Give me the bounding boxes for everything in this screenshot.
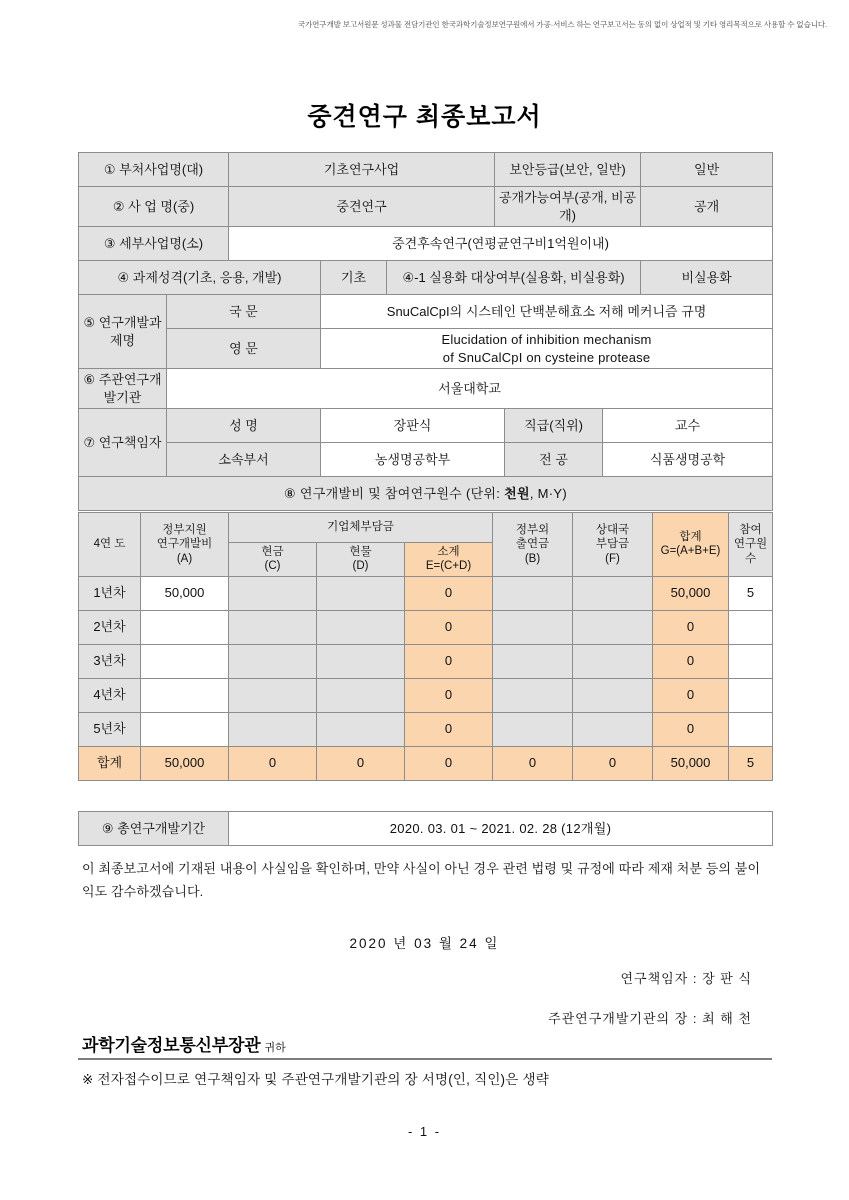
budget-total-label: 합계 [79,746,141,780]
label-host-institution: ⑥ 주관연구개발기관 [79,369,167,409]
budget-col-nongov [493,513,573,577]
budget-gov-value [141,712,229,746]
value-total-period: 2020. 03. 01 ~ 2021. 02. 28 (12개월) [229,812,773,846]
subtotal-l1: 소계 [437,546,460,558]
budget-col-total [653,513,729,577]
value-pi-name: 장판식 [321,409,505,443]
nongov-l3: (B) [524,552,541,565]
value-sub-program: 중견후속연구(연평균연구비1억원이내) [229,227,773,261]
period-table [78,811,773,846]
addressee-name: 과학기술정보통신부장관 [82,1036,261,1055]
label-program-name: ② 사 업 명(중) [79,187,229,227]
budget-researchers-value [729,644,773,678]
page-number: - 1 - [407,1124,442,1139]
budget-subtotal-value: 0 [405,678,493,712]
budget-nongov-value [493,644,573,678]
table-row-period [79,812,773,846]
label-principal-investigator: ⑦ 연구책임자 [79,409,167,477]
label-pi-department: 소속부서 [167,443,321,477]
value-pi-rank: 교수 [603,409,773,443]
budget-total-value: 0 [653,712,729,746]
value-pi-major: 식품생명공학 [603,443,773,477]
table-row-pi-name [79,409,773,443]
label-security-grade: 보안등급(보안, 일반) [495,153,641,187]
budget-title-prefix: ⑧ 연구개발비 및 참여연구원수 (단위: [284,486,505,501]
budget-gov-value [141,644,229,678]
budget-partner-value [573,576,653,610]
inkind-l2: (D) [352,560,369,573]
table-row-ministry-program [79,153,773,187]
table-row-program-name [79,187,773,227]
value-ministry-program: 기초연구사업 [229,153,495,187]
table-row [79,610,773,644]
nongov-l2: 출연금 [515,538,550,551]
gov-support-l2: 연구개발비 [156,538,213,551]
value-disclosure: 공개 [641,187,773,227]
partner-l1: 상대국 [595,523,630,536]
budget-inkind-value [317,678,405,712]
budget-total-total: 50,000 [653,746,729,780]
cash-l2: (C) [264,560,281,573]
budget-nongov-value [493,712,573,746]
label-pi-major: 전 공 [505,443,603,477]
confirmation-line1: 이 최종보고서에 기재된 내용이 사실임을 확인하며, 만약 사실이 아닌 경우 관련 법령 및 규정에 따라 제재 [82,861,674,876]
budget-total-partner: 0 [573,746,653,780]
budget-col-inkind [317,543,405,577]
partner-l3: (F) [605,552,620,565]
budget-total-subtotal: 0 [405,746,493,780]
budget-col-researchers [729,513,773,577]
electronic-submission-note: ※ 전자접수이므로 연구책임자 및 주관연구개발기관의 장 서명(인, 직인)은 생략 [82,1072,549,1087]
budget-col-year: 4연 도 [79,513,141,577]
budget-gov-value: 50,000 [141,576,229,610]
budget-total-value: 50,000 [653,576,729,610]
signature-principal-investigator: 연구책임자 : 장 판 식 [620,971,752,986]
budget-title-suffix: , M·Y) [529,486,568,501]
budget-year-label: 3년차 [79,644,141,678]
value-host-institution: 서울대학교 [167,369,773,409]
table-row-project-title-eng [79,329,773,369]
budget-inkind-value [317,576,405,610]
budget-year-label: 5년차 [79,712,141,746]
budget-cash-value [229,644,317,678]
budget-subtotal-value: 0 [405,610,493,644]
budget-researchers-value: 5 [729,576,773,610]
value-title-english [321,329,773,369]
label-disclosure: 공개가능여부(공개, 비공개) [495,187,641,227]
budget-col-company-group: 기업체부담금 [229,513,493,543]
budget-nongov-value [493,576,573,610]
budget-total-value: 0 [653,678,729,712]
label-project-title: ⑤ 연구개발과제명 [79,295,167,369]
budget-col-partner [573,513,653,577]
total-l1: 합계 [679,531,702,543]
signature-institution-head: 주관연구개발기관의 장 : 최 해 천 [548,1011,752,1026]
value-security-grade: 일반 [641,153,773,187]
budget-total-cash: 0 [229,746,317,780]
nongov-l1: 정부외 [515,523,550,536]
label-project-type: ④ 과제성격(기초, 응용, 개발) [79,261,321,295]
budget-nongov-value [493,678,573,712]
table-row [79,678,773,712]
addressee-honorific: 귀하 [264,1042,286,1054]
label-commercialization: ④-1 실용화 대상여부(실용화, 비실용화) [387,261,641,295]
addressee [82,1031,286,1056]
budget-table [78,512,773,781]
label-title-korean: 국 문 [167,295,321,329]
budget-partner-value [573,644,653,678]
budget-gov-value [141,678,229,712]
confirmation-line2: 처분 등의 불이익도 감수하겠습니다. [82,861,761,899]
budget-col-gov-support [141,513,229,577]
budget-title-unit: 천원 [504,486,530,501]
page-title: 중견연구 최종보고서 [307,103,542,131]
budget-cash-value [229,576,317,610]
copyright-notice: 국가연구개발 보고서원문 성과물 전담기관인 한국과학기술정보연구원에서 가공·서비스 하는 연구보고서는 동의 없이 상업적 및 기타 영리목적으로 사용할 수 없습니다. [297,20,827,29]
budget-cash-value [229,678,317,712]
label-total-period: ⑨ 총연구개발기간 [79,812,229,846]
value-program-name: 중견연구 [229,187,495,227]
budget-total-value: 0 [653,644,729,678]
budget-inkind-value [317,610,405,644]
label-title-english: 영 문 [167,329,321,369]
confirmation-statement [82,858,772,904]
value-pi-department: 농생명공학부 [321,443,505,477]
researchers-l2: 연구원수 [733,538,768,565]
budget-col-subtotal [405,543,493,577]
table-row-project-title-kor [79,295,773,329]
budget-total-gov: 50,000 [141,746,229,780]
signature-date: 2020 년 03 월 24 일 [349,936,500,951]
value-commercialization: 비실용화 [641,261,773,295]
budget-subtotal-value: 0 [405,644,493,678]
label-sub-program: ③ 세부사업명(소) [79,227,229,261]
table-row [79,644,773,678]
table-row [79,576,773,610]
subtotal-l2: E=(C+D) [425,560,472,573]
budget-year-label: 4년차 [79,678,141,712]
budget-researchers-value [729,610,773,644]
label-pi-rank: 직급(직위) [505,409,603,443]
value-title-korean: SnuCalCpI의 시스테인 단백분해효소 저해 메커니즘 규명 [321,295,773,329]
cash-l1: 현금 [261,546,284,558]
label-ministry-program: ① 부처사업명(대) [79,153,229,187]
budget-col-cash [229,543,317,577]
budget-total-value: 0 [653,610,729,644]
budget-total-nongov: 0 [493,746,573,780]
budget-partner-value [573,678,653,712]
budget-nongov-value [493,610,573,644]
budget-total-researchers: 5 [729,746,773,780]
table-row-pi-department [79,443,773,477]
table-row-project-type [79,261,773,295]
inkind-l1: 현물 [349,546,372,558]
budget-inkind-value [317,644,405,678]
title-english-line2: of SnuCalCpI on cysteine protease [442,349,651,365]
budget-cash-value [229,712,317,746]
table-row-budget-section-title [79,477,773,511]
budget-gov-value [141,610,229,644]
budget-subtotal-value: 0 [405,576,493,610]
title-english-line1: Elucidation of inhibition mechanism [441,332,652,348]
budget-section-title [79,477,773,511]
budget-partner-value [573,712,653,746]
table-row-sub-program [79,227,773,261]
gov-support-l1: 정부지원 [162,523,207,536]
budget-partner-value [573,610,653,644]
report-cover-table [78,152,773,511]
gov-support-l3: (A) [176,552,193,565]
budget-researchers-value [729,678,773,712]
budget-researchers-value [729,712,773,746]
divider-rule [78,1058,772,1060]
budget-cash-value [229,610,317,644]
budget-inkind-value [317,712,405,746]
budget-total-inkind: 0 [317,746,405,780]
budget-header-row-1 [79,513,773,543]
total-l2: G=(A+B+E) [660,545,721,558]
budget-year-label: 1년차 [79,576,141,610]
value-project-type: 기초 [321,261,387,295]
partner-l2: 부담금 [595,538,630,551]
table-row-host-institution [79,369,773,409]
label-pi-name: 성 명 [167,409,321,443]
budget-total-row [79,746,773,780]
researchers-l1: 참여 [739,523,762,536]
budget-year-label: 2년차 [79,610,141,644]
budget-subtotal-value: 0 [405,712,493,746]
table-row [79,712,773,746]
